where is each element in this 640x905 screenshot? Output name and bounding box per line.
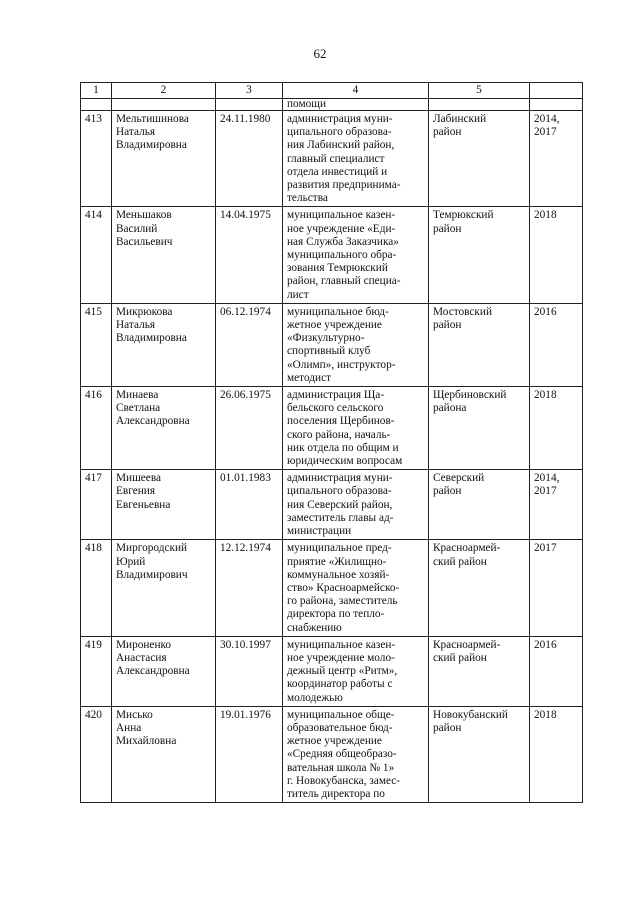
continuation-cell-2 — [112, 99, 216, 111]
table-row — [81, 540, 583, 636]
district: Щербиновский района — [429, 387, 530, 470]
continuation-cell-1 — [81, 99, 112, 111]
years: 2014, 2017 — [530, 111, 583, 207]
birth-date: 14.04.1975 — [216, 207, 283, 303]
header-col-2: 2 — [112, 83, 216, 99]
header-col-3: 3 — [216, 83, 283, 99]
years: 2016 — [530, 303, 583, 386]
header-col-1: 1 — [81, 83, 112, 99]
continuation-cell-4: помощи — [283, 99, 429, 111]
birth-date: 12.12.1974 — [216, 540, 283, 636]
workplace-position: муниципальное обще- образовательное бюд- жетное учреждение «Средняя общеобразо- вательная школа № 1» г. Новокубанска, замес- титель директора по — [283, 706, 429, 802]
continuation-row — [81, 99, 583, 111]
table-row — [81, 636, 583, 706]
continuation-cell-3 — [216, 99, 283, 111]
workplace-position: администрация Ща- бельского сельского поселения Щербинов- ского района, началь- ник отдела по общим и юридическим вопросам — [283, 387, 429, 470]
years: 2018 — [530, 207, 583, 303]
row-number: 413 — [81, 111, 112, 207]
birth-date: 26.06.1975 — [216, 387, 283, 470]
district: Красноармей- ский район — [429, 540, 530, 636]
table-row — [81, 303, 583, 386]
person-name: Микрюкова Наталья Владимировна — [112, 303, 216, 386]
birth-date: 06.12.1974 — [216, 303, 283, 386]
district: Темрюкский район — [429, 207, 530, 303]
row-number: 419 — [81, 636, 112, 706]
district: Красноармей- ский район — [429, 636, 530, 706]
header-col-5: 5 — [429, 83, 530, 99]
years: 2014, 2017 — [530, 470, 583, 540]
years: 2016 — [530, 636, 583, 706]
workplace-position: муниципальное казен- ное учреждение «Еди- ная Служба Заказчика» муниципального обра- зования Темрюкский район, главный специа- лист — [283, 207, 429, 303]
birth-date: 19.01.1976 — [216, 706, 283, 802]
years: 2017 — [530, 540, 583, 636]
birth-date: 24.11.1980 — [216, 111, 283, 207]
person-name: Минаева Светлана Александровна — [112, 387, 216, 470]
years: 2018 — [530, 387, 583, 470]
row-number: 420 — [81, 706, 112, 802]
person-name: Мельтишинова Наталья Владимировна — [112, 111, 216, 207]
header-col-6 — [530, 83, 583, 99]
workplace-position: муниципальное казен- ное учреждение моло- дежный центр «Ритм», координатор работы с молодежью — [283, 636, 429, 706]
table-row — [81, 387, 583, 470]
person-name: Мисько Анна Михайловна — [112, 706, 216, 802]
row-number: 414 — [81, 207, 112, 303]
workplace-position: администрация муни- ципального образова- ния Лабинский район, главный специалист отдела инвестиций и развития предпринима- тельства — [283, 111, 429, 207]
birth-date: 01.01.1983 — [216, 470, 283, 540]
person-name: Мишеева Евгения Евгеньевна — [112, 470, 216, 540]
continuation-cell-6 — [530, 99, 583, 111]
row-number: 418 — [81, 540, 112, 636]
registry-table — [80, 82, 583, 803]
row-number: 417 — [81, 470, 112, 540]
table-row — [81, 207, 583, 303]
table-row — [81, 706, 583, 802]
district: Лабинский район — [429, 111, 530, 207]
row-number: 415 — [81, 303, 112, 386]
district: Северский район — [429, 470, 530, 540]
workplace-position: муниципальное бюд- жетное учреждение «Физкультурно- спортивный клуб «Олимп», инструктор- методист — [283, 303, 429, 386]
workplace-position: администрация муни- ципального образова- ния Северский район, заместитель главы ад- министрации — [283, 470, 429, 540]
person-name: Миргородский Юрий Владимирович — [112, 540, 216, 636]
page-number: 62 — [313, 46, 327, 61]
district: Мостовский район — [429, 303, 530, 386]
birth-date: 30.10.1997 — [216, 636, 283, 706]
workplace-position: муниципальное пред- приятие «Жилищно- коммунальное хозяй- ство» Красноармейско- го района, заместитель директора по тепло- снабжению — [283, 540, 429, 636]
district: Новокубанский район — [429, 706, 530, 802]
table-row — [81, 470, 583, 540]
header-row — [81, 83, 583, 99]
continuation-cell-5 — [429, 99, 530, 111]
person-name: Меньшаков Василий Васильевич — [112, 207, 216, 303]
years: 2018 — [530, 706, 583, 802]
table-row — [81, 111, 583, 207]
header-col-4: 4 — [283, 83, 429, 99]
person-name: Мироненко Анастасия Александровна — [112, 636, 216, 706]
row-number: 416 — [81, 387, 112, 470]
